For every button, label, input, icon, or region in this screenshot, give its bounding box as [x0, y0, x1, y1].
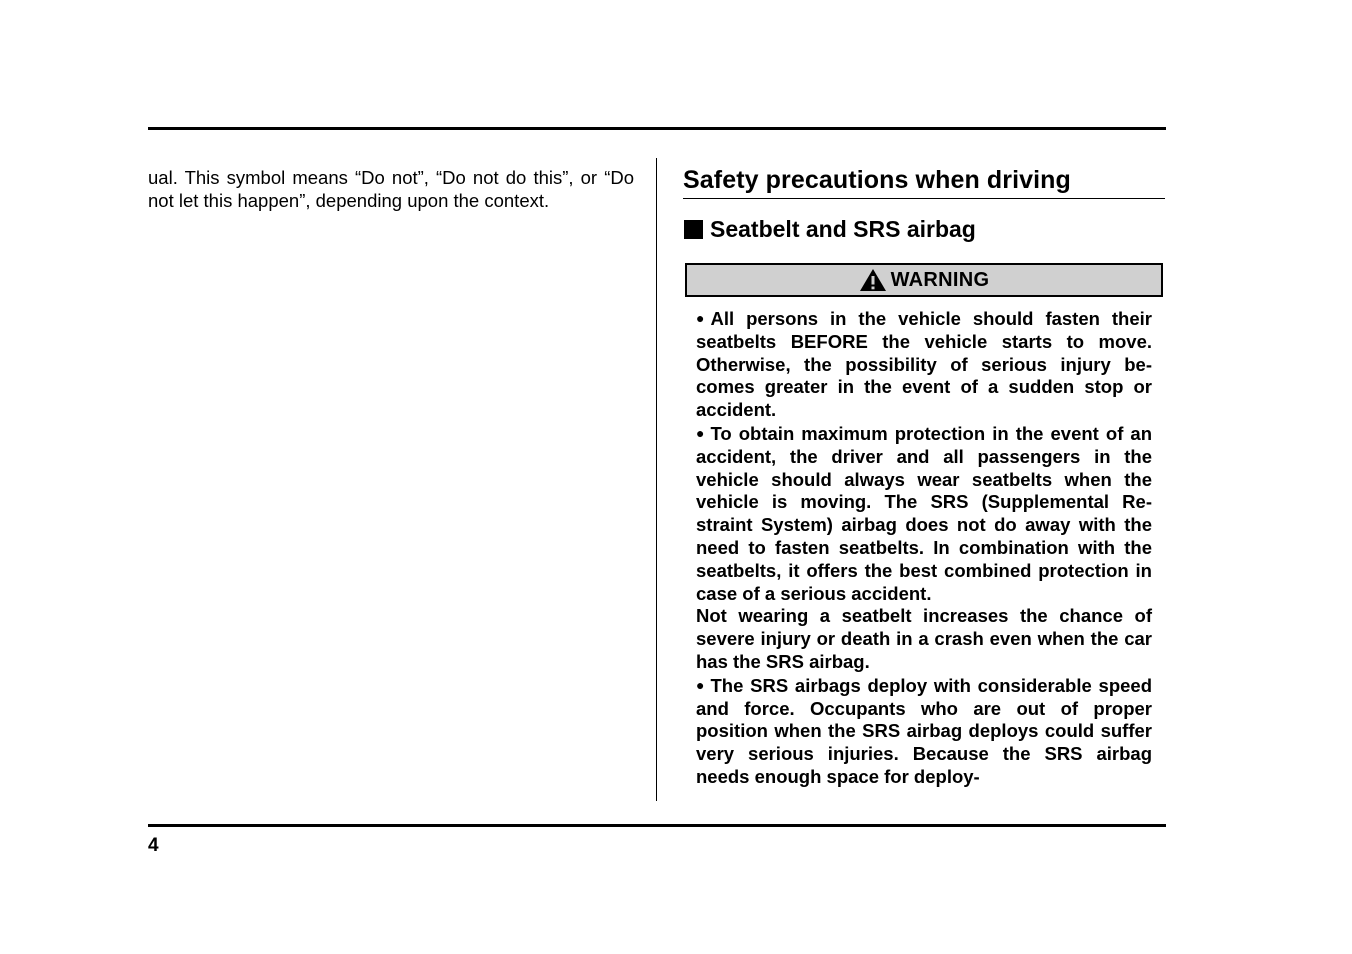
warning-paragraph: [696, 674, 1152, 789]
square-bullet-icon: [684, 220, 703, 239]
warning-paragraph-text: To obtain maximum protection in the event of an accident, the driver and all passengers in the vehicle should always wear seatbelts when the vehicle is moving. The SRS (Supplemental Re-straint System) airbag does not do away with the need to fasten seatbelts. In combination with the seatbelts, it offers the best combined protection in case of a serious accident.: [696, 422, 1152, 604]
bottom-rule: [148, 824, 1166, 827]
right-column: [683, 163, 1165, 789]
warning-label: WARNING: [890, 268, 990, 291]
top-rule: [148, 127, 1166, 130]
subsection-heading: [683, 213, 1165, 245]
warning-paragraph: [696, 307, 1152, 422]
warning-paragraph: [696, 422, 1152, 605]
column-divider: [656, 158, 657, 801]
left-column-text: ual. This symbol means “Do not”, “Do not do this”, or “Do not let this happen”, depending upon the context.: [148, 167, 634, 211]
section-title: Safety precautions when driving: [683, 163, 1165, 199]
warning-paragraph-text: Not wearing a seatbelt increases the chance of severe injury or death in a crash even when the car has the SRS airbag.: [696, 605, 1152, 672]
left-column: [148, 166, 634, 212]
bullet-icon: ●: [696, 310, 705, 326]
warning-paragraph-text: All persons in the vehicle should fasten their seatbelts BEFORE the vehicle starts to move. Otherwise, the possibility of serious injury be-comes greater in the event of a sudden stop or accident.: [696, 308, 1152, 421]
warning-banner: [685, 263, 1163, 297]
warning-paragraph-text: The SRS airbags deploy with considerable speed and force. Occupants who are out of proper position when the SRS airbag deploys could suffer very serious injuries. Because the SRS airbag needs enough space for deploy-: [696, 674, 1152, 787]
bullet-icon: ●: [696, 676, 705, 693]
bullet-icon: ●: [696, 424, 705, 441]
warning-paragraph: [696, 605, 1152, 673]
subsection-title: Seatbelt and SRS airbag: [710, 216, 976, 242]
warning-body: [696, 307, 1152, 789]
page-number: 4: [148, 835, 159, 856]
warning-triangle-icon: [859, 268, 887, 292]
